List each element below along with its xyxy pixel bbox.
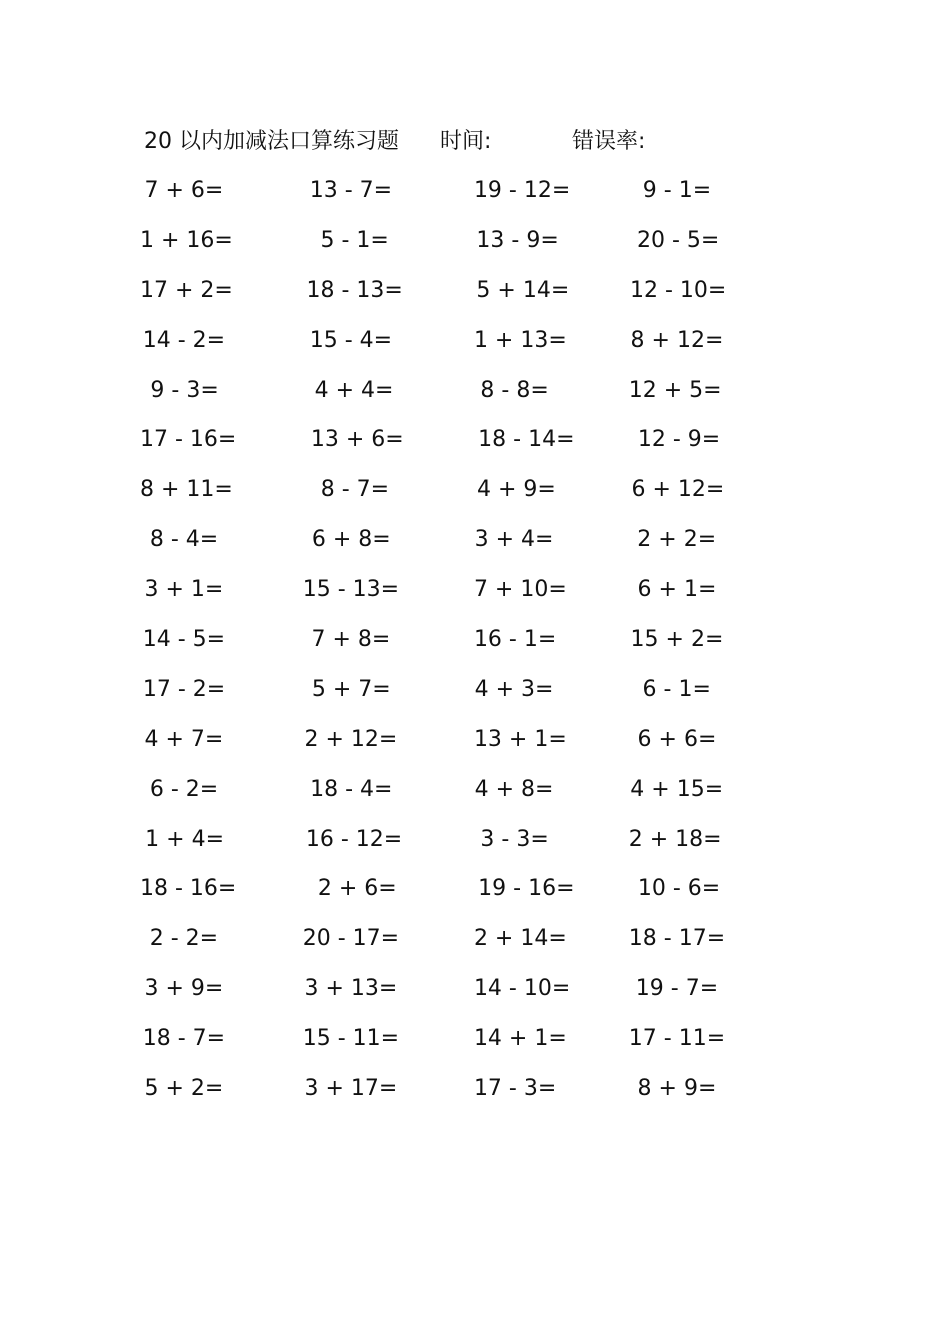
- problem-cell: 17 - 2=: [142, 676, 226, 702]
- problem-cell: 2 + 18=: [628, 826, 722, 852]
- problem-cell: 20 - 5=: [637, 227, 720, 253]
- problem-row: [140, 324, 800, 374]
- problem-cell: 4 + 8=: [474, 776, 554, 802]
- problem-cell: 2 + 2=: [637, 527, 717, 553]
- problem-cell: 4 + 9=: [477, 477, 556, 503]
- worksheet-title: 20 以内加减法口算练习题: [144, 129, 399, 154]
- problem-cell: 17 - 11=: [628, 1026, 726, 1052]
- problem-cell: 12 + 5=: [628, 377, 722, 403]
- problem-cell: 17 - 3=: [473, 1076, 557, 1102]
- problem-cell: 1 + 13=: [473, 327, 567, 353]
- problem-cell: 5 + 7=: [311, 676, 391, 702]
- problem-row: [140, 1072, 800, 1122]
- problem-cell: 6 + 6=: [637, 726, 717, 752]
- problem-row: [140, 274, 800, 324]
- problem-cell: 14 + 1=: [473, 1026, 567, 1052]
- problem-cell: 12 - 10=: [630, 277, 727, 303]
- problem-cell: 2 + 12=: [304, 726, 398, 752]
- problem-cell: 15 - 11=: [302, 1026, 400, 1052]
- problem-row: [140, 623, 800, 673]
- problem-cell: 18 - 13=: [306, 277, 403, 303]
- problem-grid: [140, 174, 800, 1122]
- problem-cell: 20 - 17=: [302, 926, 400, 952]
- problem-cell: 6 - 2=: [149, 776, 219, 802]
- problem-row: [140, 872, 800, 922]
- problem-cell: 15 - 4=: [309, 327, 393, 353]
- problem-cell: 18 - 14=: [478, 427, 575, 453]
- problem-cell: 5 - 1=: [320, 227, 389, 253]
- problem-cell: 14 - 2=: [142, 327, 226, 353]
- problem-row: [140, 673, 800, 723]
- problem-row: [140, 972, 800, 1022]
- problem-cell: 9 - 3=: [150, 377, 219, 403]
- problem-cell: 19 - 16=: [478, 876, 575, 902]
- problem-cell: 7 + 10=: [473, 577, 567, 603]
- problem-cell: 15 + 2=: [630, 627, 724, 653]
- problem-cell: 1 + 4=: [145, 826, 225, 852]
- problem-cell: 2 + 6=: [317, 876, 397, 902]
- problem-cell: 1 + 16=: [140, 227, 233, 253]
- problem-cell: 13 - 7=: [309, 178, 393, 203]
- problem-row: [140, 374, 800, 424]
- problem-row: [140, 573, 800, 623]
- problem-cell: 6 - 1=: [642, 676, 711, 702]
- problem-cell: 8 + 9=: [637, 1076, 717, 1102]
- problem-cell: 18 - 17=: [628, 926, 726, 952]
- problem-row: [140, 773, 800, 823]
- problem-cell: 8 + 12=: [630, 327, 724, 353]
- problem-cell: 8 - 8=: [480, 377, 549, 403]
- problem-cell: 17 + 2=: [140, 277, 233, 303]
- problem-row: [140, 523, 800, 573]
- problem-cell: 4 + 4=: [314, 377, 394, 403]
- problem-cell: 18 - 16=: [140, 876, 237, 902]
- problem-cell: 3 + 9=: [144, 976, 224, 1002]
- problem-cell: 3 + 13=: [304, 976, 398, 1002]
- problem-cell: 5 + 2=: [144, 1076, 224, 1102]
- problem-cell: 5 + 14=: [476, 277, 570, 303]
- problem-row: [140, 224, 800, 274]
- problem-cell: 8 - 7=: [320, 477, 390, 503]
- problem-cell: 17 - 16=: [140, 427, 237, 453]
- problem-cell: 8 - 4=: [149, 527, 219, 553]
- problem-cell: 14 - 10=: [473, 976, 571, 1002]
- problem-cell: 2 + 14=: [473, 926, 567, 952]
- problem-cell: 3 - 3=: [480, 826, 549, 852]
- problem-cell: 13 + 1=: [473, 726, 567, 752]
- problem-cell: 15 - 13=: [302, 577, 400, 603]
- problem-cell: 16 - 1=: [473, 627, 557, 653]
- problem-cell: 4 + 7=: [144, 726, 224, 752]
- problem-row: [140, 1022, 800, 1072]
- problem-cell: 2 - 2=: [149, 926, 219, 952]
- problem-cell: 6 + 8=: [311, 527, 391, 553]
- problem-cell: 19 - 12=: [473, 178, 571, 203]
- problem-cell: 8 + 11=: [140, 477, 233, 503]
- problem-row: [140, 723, 800, 773]
- problem-cell: 9 - 1=: [642, 178, 712, 203]
- problem-cell: 18 - 7=: [142, 1026, 226, 1052]
- problem-cell: 12 - 9=: [637, 427, 721, 453]
- time-label: 时间:: [440, 129, 492, 154]
- problem-cell: 18 - 4=: [310, 776, 393, 802]
- problem-cell: 3 + 1=: [144, 577, 224, 603]
- problem-row: [140, 922, 800, 972]
- problem-cell: 10 - 6=: [637, 876, 721, 902]
- problem-cell: 7 + 8=: [311, 627, 391, 653]
- problem-row: [140, 823, 800, 873]
- problem-cell: 16 - 12=: [305, 826, 403, 852]
- problem-row: [140, 473, 800, 523]
- problem-cell: 14 - 5=: [142, 627, 226, 653]
- problem-cell: 4 + 15=: [630, 776, 724, 802]
- problem-cell: 19 - 7=: [635, 976, 719, 1002]
- problem-row: [140, 423, 800, 473]
- problem-cell: 4 + 3=: [474, 676, 554, 702]
- error-rate-label: 错误率:: [572, 129, 646, 154]
- problem-cell: 6 + 1=: [637, 577, 717, 603]
- problem-cell: 6 + 12=: [631, 477, 725, 503]
- problem-cell: 13 - 9=: [476, 227, 559, 253]
- problem-cell: 13 + 6=: [310, 427, 404, 453]
- problem-cell: 3 + 17=: [304, 1076, 398, 1102]
- problem-row: [140, 174, 800, 224]
- problem-cell: 7 + 6=: [144, 178, 224, 203]
- problem-cell: 3 + 4=: [474, 527, 554, 553]
